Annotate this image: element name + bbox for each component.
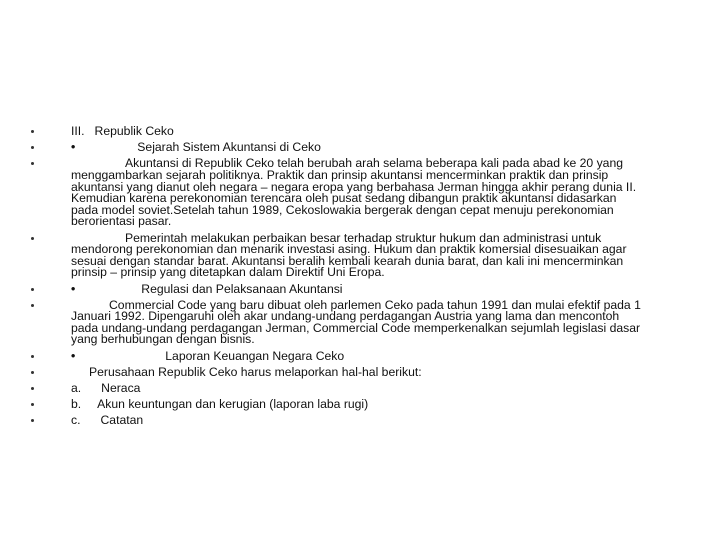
bullet-icon xyxy=(31,403,34,406)
bullet-icon xyxy=(31,419,34,422)
item-marker: III. xyxy=(71,124,85,138)
item-marker: b. xyxy=(71,397,82,412)
list-item-line xyxy=(71,126,691,138)
item-text: Catatan xyxy=(100,413,144,428)
list-item xyxy=(31,126,691,138)
list-item xyxy=(31,383,691,395)
bullet-icon xyxy=(31,130,34,133)
paragraph-line: sesuai dengan standar barat. Akuntansi beralih kembali kearah dunia barat, dan kali ini mencerminkan xyxy=(71,253,624,268)
list-item-line xyxy=(71,281,691,296)
list-item-line xyxy=(71,399,691,411)
item-heading: Republik Ceko xyxy=(94,124,174,138)
paragraph-line: pada model soviet.Setelah tahun 1989, Cekoslowakia bergerak dengan cepat menuju perekonomian xyxy=(71,202,614,217)
paragraph-line: Pemerintah melakukan perbaikan besar terhadap struktur hukum dan administrasi untuk xyxy=(125,230,602,245)
paragraph-line: Akuntansi di Republik Ceko telah berubah arah selama beberapa kali pada abad ke 20 yang xyxy=(125,156,623,171)
item-marker: c. xyxy=(71,413,81,428)
list-item xyxy=(31,415,691,427)
list-item-line xyxy=(71,142,691,154)
list-item xyxy=(31,399,691,411)
list-item-line xyxy=(71,348,691,363)
list-item-line xyxy=(71,383,691,395)
list-item xyxy=(31,364,691,379)
item-text: Akun keuntungan dan kerugian (laporan laba rugi) xyxy=(97,397,369,412)
list-item xyxy=(31,348,691,363)
list-item xyxy=(31,281,691,296)
paragraph-line: mendorong perekonomian dan menarik investasi asing. Hukum dan praktik komersial disesuaikan agar xyxy=(71,242,627,257)
paragraph-line: prinsip – prinsip yang ditetapkan dalam Direktif Uni Eropa. xyxy=(71,265,385,280)
paragraph-line: yang berhubungan dengan bisnis. xyxy=(71,332,255,347)
paragraph-line: Januari 1992. Dipengaruhi oleh akar undang-undang perdagangan Austria yang lama dan mencontoh xyxy=(71,309,620,324)
paragraph-line: berorientasi pasar. xyxy=(71,214,172,229)
paragraph-line: akuntansi yang dianut oleh negara – negara eropa yang berbahasa Jerman hingga akhir perang dunia II. xyxy=(71,179,637,194)
list-item-line: Perusahaan Republik Ceko harus melaporkan hal-hal berikut: xyxy=(89,364,422,379)
bullet-icon xyxy=(31,146,34,149)
bullet-icon xyxy=(31,371,34,374)
bullet-icon xyxy=(31,237,34,240)
list-item-line xyxy=(71,415,691,427)
bullet-icon xyxy=(31,304,34,307)
item-marker: • xyxy=(71,281,76,296)
item-heading: Regulasi dan Pelaksanaan Akuntansi xyxy=(141,281,343,296)
bullet-icon xyxy=(31,288,34,291)
bullet-icon xyxy=(31,162,34,165)
bullet-list xyxy=(31,126,691,432)
paragraph-line: Kemudian karena perekonomian terencara oleh pusat sedang dibangun praktik akuntansi didasarkan xyxy=(71,191,617,206)
paragraph-line: Commercial Code yang baru dibuat oleh parlemen Ceko pada tahun 1991 dan mulai efektif pada 1 xyxy=(109,297,641,312)
item-heading: Laporan Keuangan Negara Ceko xyxy=(165,348,345,363)
list-item xyxy=(31,230,691,280)
paragraph-line: pada undang-undang perdagangan Jerman, Commercial Code memperkenalkan sejumlah legislasi dasar xyxy=(71,320,641,335)
item-text: Neraca xyxy=(101,381,141,396)
item-marker: • xyxy=(71,140,76,155)
item-marker: • xyxy=(71,348,76,363)
bullet-icon xyxy=(31,355,34,358)
item-marker: a. xyxy=(71,381,82,396)
list-item xyxy=(31,158,691,228)
bullet-icon xyxy=(31,387,34,390)
list-item xyxy=(31,297,691,347)
list-item xyxy=(31,142,691,154)
item-heading: Sejarah Sistem Akuntansi di Ceko xyxy=(137,140,321,155)
paragraph-line: menggambarkan sejarah politiknya. Praktik dan prinsip akuntansi mencerminkan praktik dan prinsip xyxy=(71,167,609,182)
